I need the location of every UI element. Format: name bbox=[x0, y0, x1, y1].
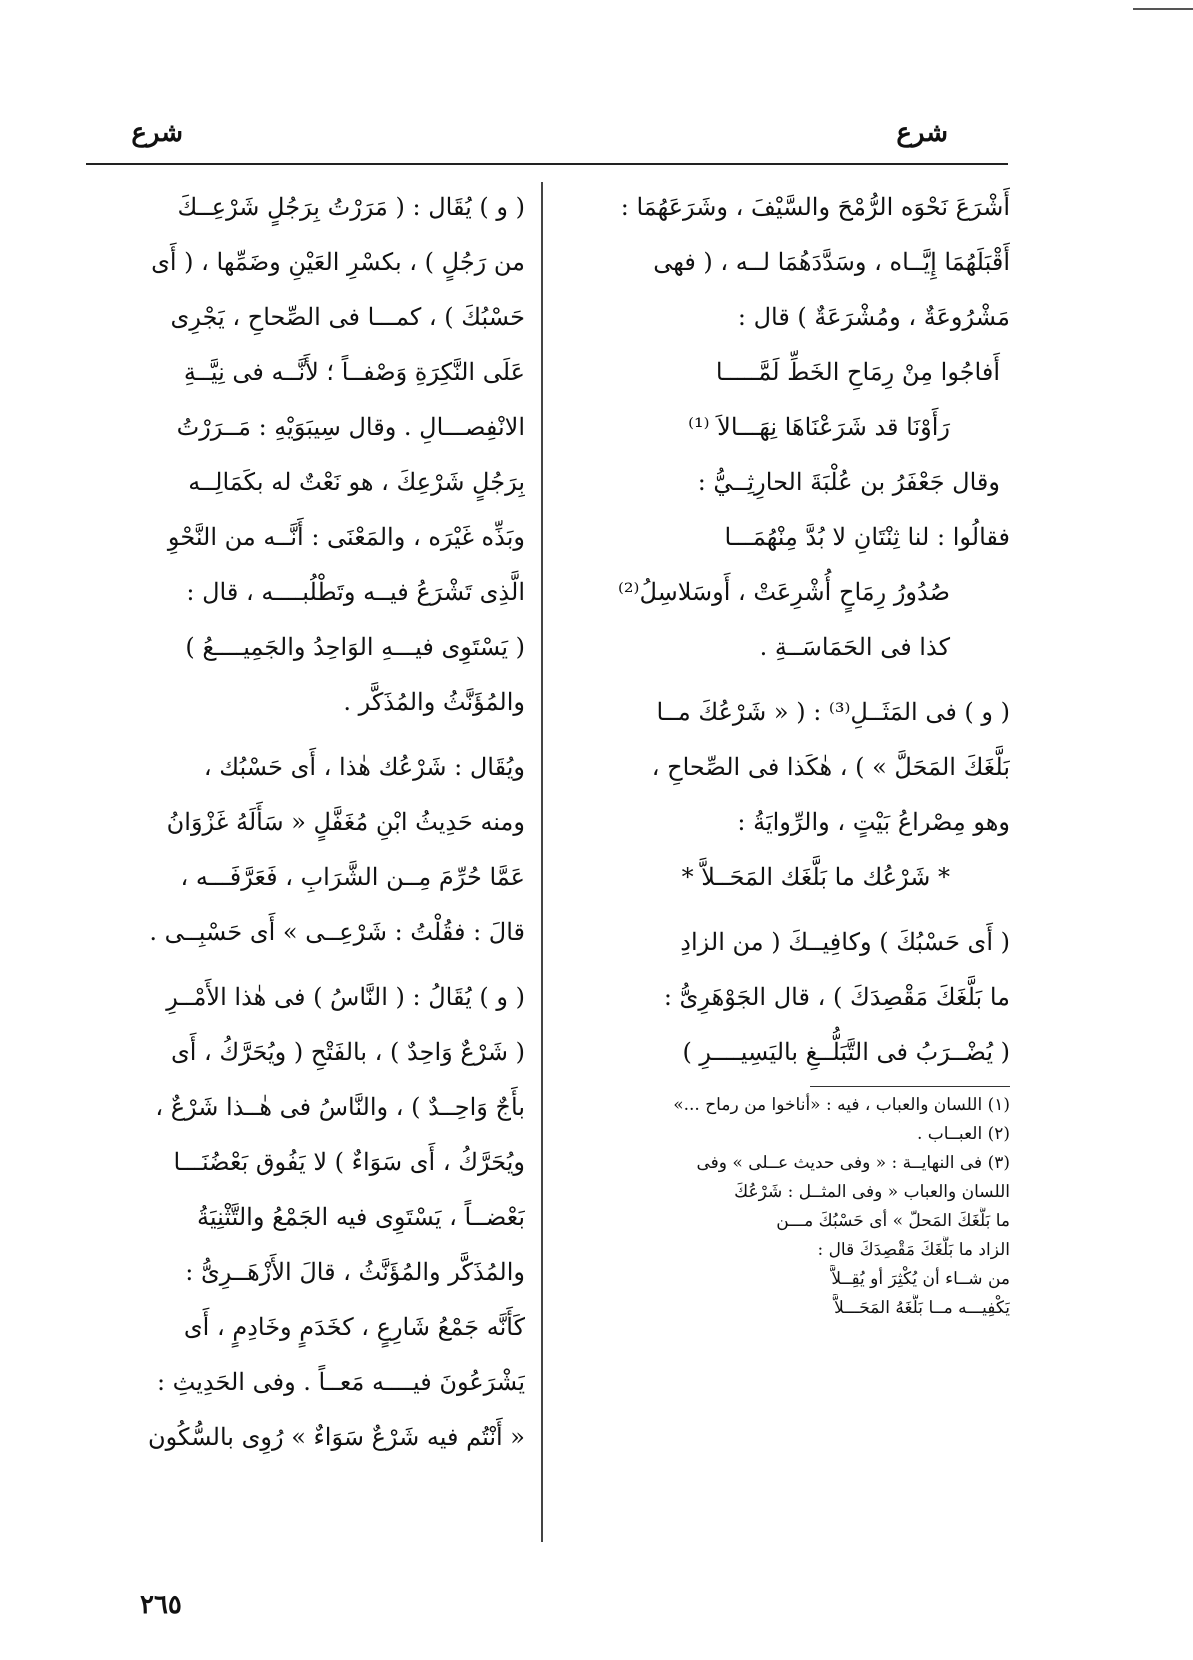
paragraph-gap bbox=[548, 675, 1010, 685]
text-line: ( أَى حَسْبُكَ ) وكافِيــكَ ( من الزادِ bbox=[680, 928, 1010, 956]
text-line: عَمَّا حُرِّمَ مِــن الشَّرَابِ ، فَعَرَّفَـــه ، bbox=[180, 863, 525, 891]
left-column bbox=[75, 180, 525, 1465]
text-line: الانْفِصـــالِ . وقال سِيبَوَيْهِ : مَــرَرْتُ bbox=[176, 413, 525, 441]
text-line: الَّذِى تَشْرَعُ فيــه وتَطْلُبــــه ، قال : bbox=[186, 578, 525, 606]
text-line: ( و ) فى المَثَــلِ⁽³⁾ : ( « شَرْعُكَ مــا bbox=[656, 698, 1010, 726]
text-line: عَلَى النَّكِرَةِ وَصْفــاً ؛ لأَنَّــه فى نِيَّــةِ bbox=[183, 358, 525, 386]
footnote-line: (١) اللسان والعباب ، فيه : «أناخوا من رماح ...» bbox=[673, 1095, 1010, 1115]
text-line: من رَجُلٍ ) ، بكسْرِ العَيْنِ وضَمِّها ، ( أَى bbox=[151, 248, 525, 276]
text-line: ( و ) يُقَال : ( مَرَرْتُ بِرَجُلٍ شَرْعِــكَ bbox=[177, 193, 525, 221]
verse-line: رَأَوْنَا قد شَرَعْنَاهَا نِهَـــالاَ ⁽¹⁾ bbox=[688, 413, 950, 441]
corner-mark bbox=[1133, 8, 1193, 10]
footnote-line: ما بَلَّغَكَ المَحلّ » أى حَسْبُكَ مـــن bbox=[776, 1211, 1010, 1231]
text-line: بَلَّغَكَ المَحَلَّ » ) ، هٰكَذا فى الصِّحاحِ ، bbox=[651, 753, 1010, 781]
text-line: وقال جَعْفَرُ بن عُلْبَةَ الحارِثِــيُّ : bbox=[697, 468, 1000, 496]
column-divider bbox=[541, 182, 543, 1542]
text-line: ومنه حَدِيثُ ابْنِ مُغَفَّلٍ « سَأَلَهُ غَزْوَانُ bbox=[166, 808, 525, 836]
text-line: وبَذِّه غَيْرَه ، والمَعْنَى : أَنَّــه من النَّحْوِ bbox=[167, 523, 525, 551]
text-line: ويُحَرَّكُ ، أَى سَوَاءٌ ) لا يَفُوق بَعْضُنَـــا bbox=[173, 1148, 525, 1176]
paragraph-gap bbox=[75, 960, 525, 970]
text-line: كذا فى الحَمَاسَــةِ . bbox=[759, 633, 950, 661]
text-line: وهو مِصْراعُ بَيْتٍ ، والرِّوايَةُ : bbox=[737, 808, 1010, 836]
footnote-line: من شــاء أن يُكْثِرَ أو يُقِــلاَّ bbox=[831, 1269, 1010, 1289]
text-line: والمُؤَنَّثُ والمُذَكَّر . bbox=[343, 688, 525, 716]
text-line: كَأَنَّه جَمْعُ شَارِعٍ ، كخَدَمٍ وخَادِمٍ ، أَى bbox=[183, 1313, 525, 1341]
text-line: ( يَسْتَوِى فيـــهِ الوَاحِدُ والجَمِيــــعُ ) bbox=[185, 633, 525, 661]
text-line: مَشْرُوعَةٌ ، ومُشْرَعَةٌ ) قال : bbox=[737, 303, 1010, 331]
paragraph-gap bbox=[548, 905, 1010, 915]
text-line: « أَنْتُم فيه شَرْعٌ سَوَاءٌ » رُوِى بالسُّكُون bbox=[147, 1423, 525, 1451]
text-line: ( يُضْــرَبُ فى التَّبَلُّــغِ باليَسِيــــرِ ) bbox=[682, 1038, 1010, 1066]
text-line: أَشْرَعَ نَحْوَه الرُّمْحَ والسَّيْفَ ، وشَرَعَهُمَا : bbox=[620, 193, 1010, 221]
paragraph-gap bbox=[75, 730, 525, 740]
text-line: بَعْضــاً ، يَسْتَوِى فيه الجَمْعُ والتَّثْنِيَةُ bbox=[197, 1203, 525, 1231]
text-line: يَشْرَعُونَ فيــــه مَعــاً . وفى الحَدِيثِ : bbox=[156, 1368, 525, 1396]
verse-line: * شَرْعُك ما بَلَّغَك المَحَــلاَّ * bbox=[681, 863, 950, 891]
header-rule bbox=[86, 163, 1008, 165]
footnote-line: (٢) العبــاب . bbox=[916, 1124, 1010, 1144]
text-line: بأَجٌ وَاحِــدٌ ) ، والنَّاسُ فى هٰــذا شَرْعٌ ، bbox=[155, 1093, 525, 1121]
header-word-right: شرع bbox=[896, 118, 948, 148]
right-column bbox=[548, 180, 1010, 1323]
text-line: ( و ) يُقَالُ : ( النَّاسُ ) فى هٰذا الأَمْــرِ bbox=[166, 983, 525, 1011]
verse-line: صُدُورُ رِمَاحٍ أُشْرِعَتْ ، أَوسَلاسِلُ⁽²⁾ bbox=[618, 578, 950, 606]
header-word-left: شرع bbox=[131, 118, 183, 148]
text-line: ويُقَال : شَرْعُك هٰذا ، أَى حَسْبُك ، bbox=[203, 753, 525, 781]
footnote-line: (٣) فى النهايــة : « وفى حديث عــلى » وفى bbox=[696, 1153, 1010, 1173]
page-number: ٢٦٥ bbox=[140, 1590, 182, 1620]
footnote-line: الزاد ما بَلَّغَكَ مَقْصِدَكَ قال : bbox=[817, 1240, 1010, 1260]
verse-line: فقالُوا : لنا ثِنْتَانِ لا بُدَّ مِنْهُمَـــا bbox=[724, 523, 1010, 551]
text-line: ما بَلَّغَكَ مَقْصِدَكَ ) ، قال الجَوْهَرِىُّ : bbox=[663, 983, 1010, 1011]
text-line: ( شَرْعٌ وَاحِدٌ ) ، بالفَتْحِ ( ويُحَرَّكُ ، أَى bbox=[170, 1038, 525, 1066]
text-line: والمُذَكَّر والمُؤَنَّثُ ، قالَ الأَزْهَــرِىُّ : bbox=[185, 1258, 525, 1286]
text-line: أَقْبَلَهُمَا إِيَّــاه ، وسَدَّدَهُمَا لــه ، ( فهى bbox=[653, 248, 1010, 276]
footnote-rule bbox=[810, 1086, 1010, 1087]
footnote-line: يَكْفِيـــه مــا بَلَّغَهُ المَحَـــلاَّ bbox=[834, 1298, 1010, 1318]
text-line: بِرَجُلٍ شَرْعِكَ ، هو نَعْتٌ له بكَمَالِــه bbox=[188, 468, 525, 496]
text-line: حَسْبُكَ ) ، كمـــا فى الصِّحاحِ ، يَجْرِى bbox=[170, 303, 525, 331]
text-line: قالَ : فقُلْتُ : شَرْعِــى » أَى حَسْبِــى . bbox=[149, 918, 525, 946]
verse-line: أَفاجُوا مِنْ رِمَاحِ الخَطِّ لَمَّـــــا bbox=[715, 358, 1000, 386]
footnote-line: اللسان والعباب « وفى المثــل : شَرْعُكَ bbox=[734, 1182, 1010, 1202]
